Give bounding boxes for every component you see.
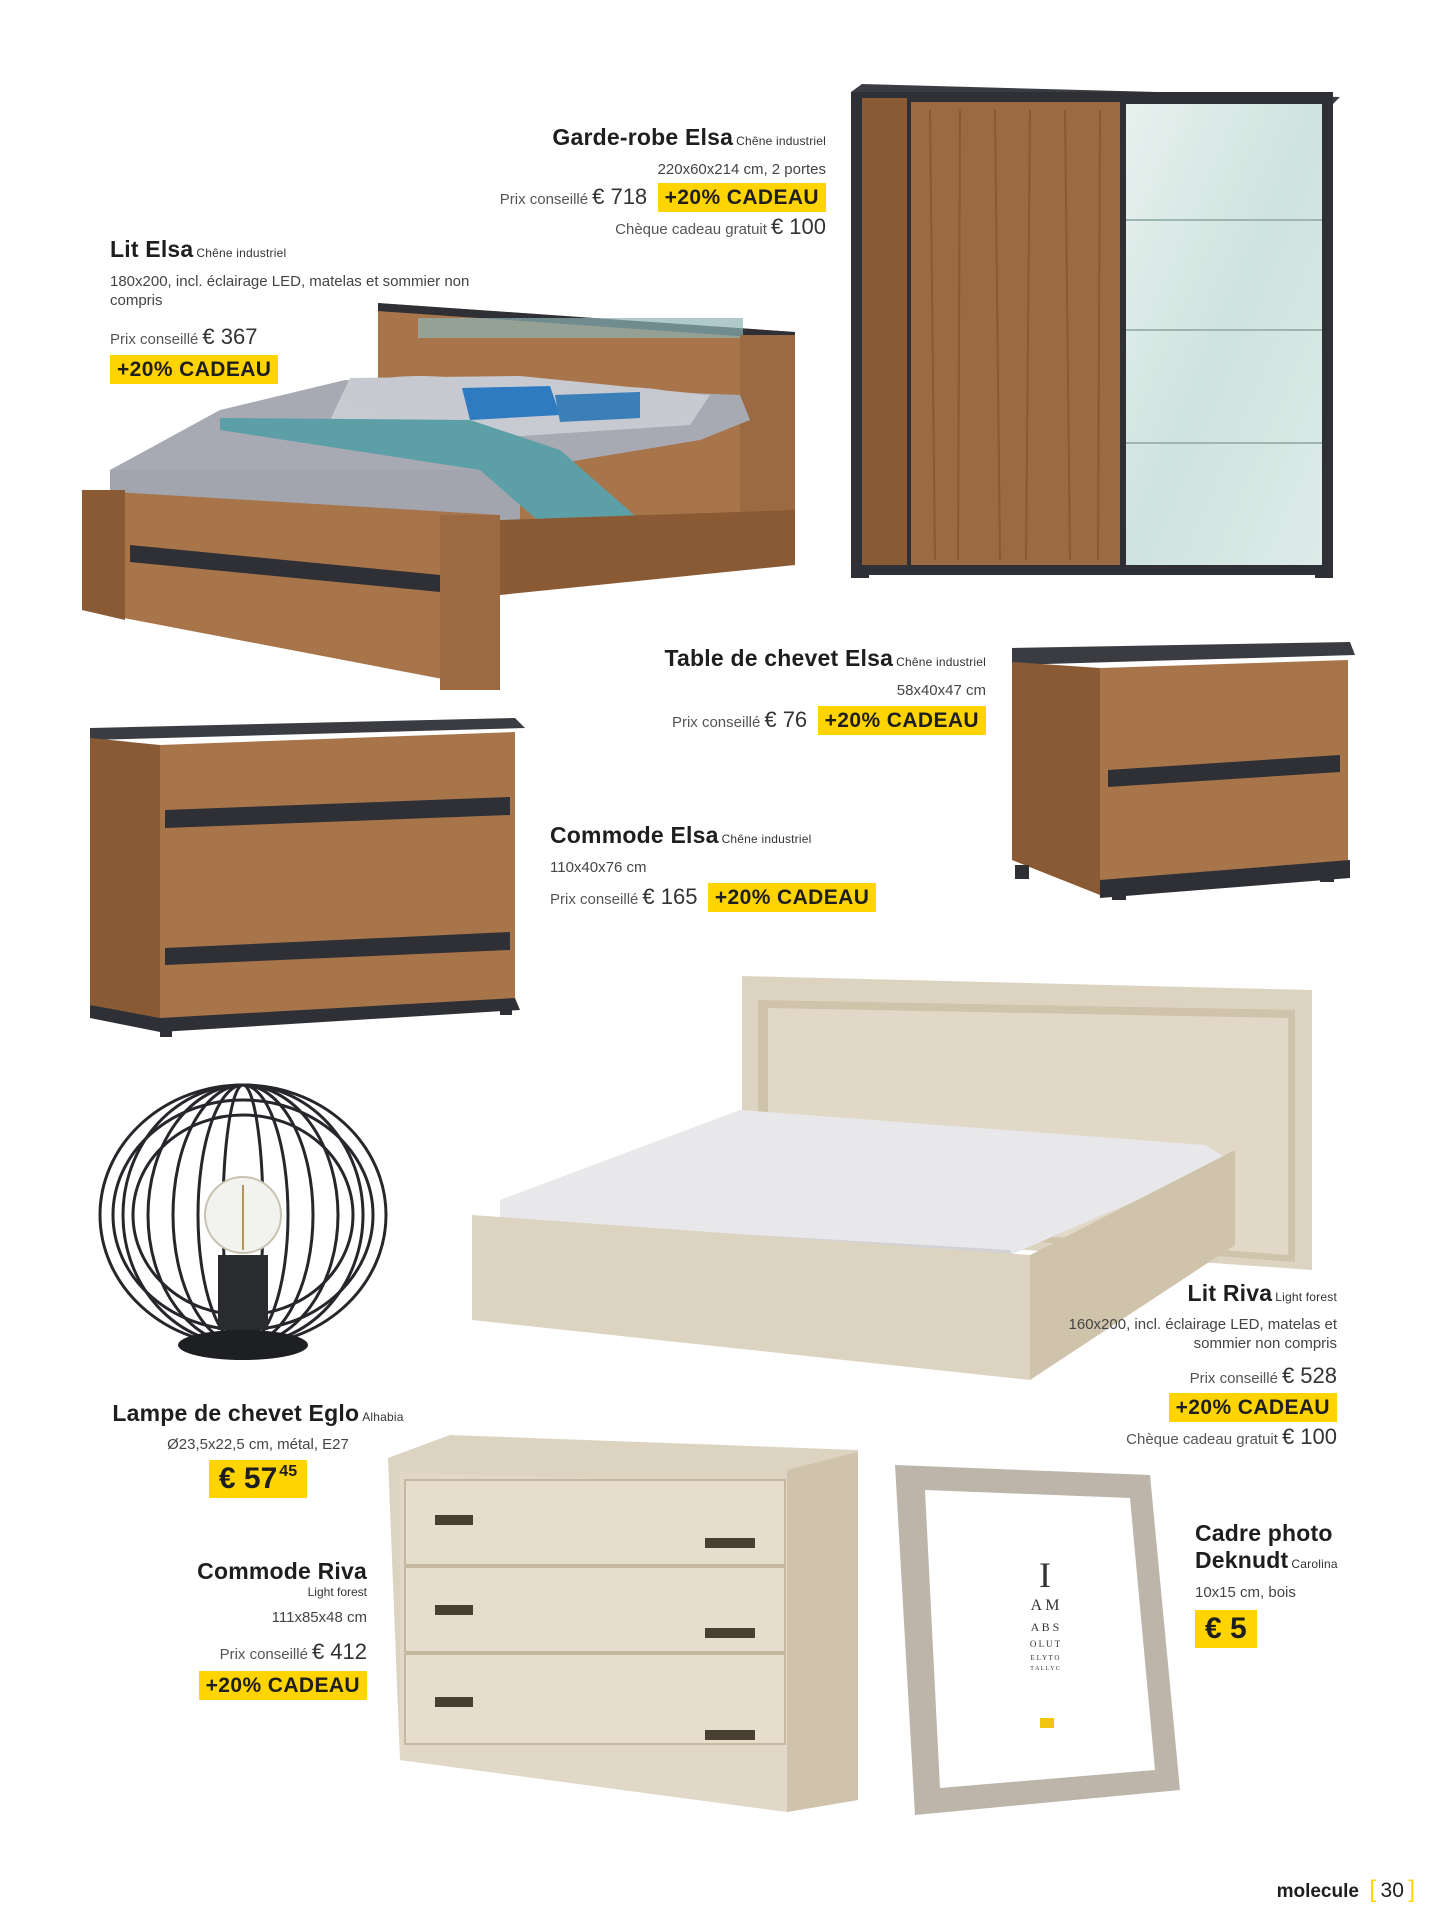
voucher-value: € 100 [1281,1424,1337,1449]
price-label: Prix conseillé [219,1646,308,1663]
bracket-right: ] [1408,1876,1415,1903]
price-cents: 45 [279,1463,298,1480]
lampe-name: Lampe de chevet Eglo [112,1400,360,1426]
commode-elsa-badge: +20% CADEAU [708,883,876,912]
page-footer [1277,1876,1415,1904]
garderobe-price [499,184,648,209]
poster-line: I [1039,1555,1051,1595]
cadre-name-line2: Deknudt [1195,1547,1289,1573]
poster-line: A M [1030,1597,1060,1614]
cadre-title-line2 [1195,1547,1338,1574]
commode-elsa-price-row [550,883,876,912]
lit-riva-finish: Light forest [1275,1290,1337,1304]
price-value: € 76 [764,707,808,732]
cadre-name-line1: Cadre photo [1195,1520,1333,1546]
cadre-finish: Carolina [1291,1557,1338,1571]
lit-riva-voucher [1069,1424,1337,1450]
lit-elsa-price [110,324,530,350]
garderobe-price-row [500,183,826,212]
price-value: € 165 [642,884,698,909]
garderobe-title [500,124,826,151]
description-line: sommier non compris [1193,1335,1337,1352]
garderobe-dimensions: 220x60x214 cm, 2 portes [657,161,826,178]
chevet-elsa-finish: Chêne industriel [896,655,986,669]
poster-line: T A L L Y C [1030,1666,1060,1672]
chevet-elsa-price-row [665,706,987,735]
lit-riva-info [1069,1280,1337,1450]
price-label: Prix conseillé [1189,1370,1278,1387]
lit-riva-badge: +20% CADEAU [1169,1393,1337,1422]
chevet-elsa-dimensions: 58x40x47 cm [896,682,986,699]
lit-elsa-name: Lit Elsa [110,236,194,262]
lit-riva-name: Lit Riva [1187,1280,1273,1306]
commode-riva-info [197,1558,367,1700]
chevet-elsa-info [665,645,987,735]
cadre-dimensions: 10x15 cm, bois [1195,1584,1296,1601]
lampe-price [209,1460,307,1498]
garderobe-name: Garde-robe Elsa [552,124,734,150]
price-label: Prix conseillé [550,891,639,908]
price-main: € 57 [218,1462,278,1495]
poster-line: E L Y T O [1030,1654,1060,1662]
commode-riva-name: Commode Riva [197,1558,367,1584]
garderobe-info [500,124,826,240]
garderobe-finish: Chêne industriel [736,134,826,148]
cadre-info [1195,1520,1338,1648]
poster-line: A B S [1030,1620,1060,1634]
price-value: € 412 [311,1639,367,1664]
voucher-value: € 100 [770,214,826,239]
commode-elsa-info [550,822,876,912]
cadre-price: € 5 [1195,1610,1257,1648]
footer-brand: molecule [1276,1881,1359,1902]
commode-elsa-finish: Chêne industriel [721,832,812,846]
lit-elsa-badge: +20% CADEAU [110,355,278,384]
commode-elsa-dimensions: 110x40x76 cm [550,859,647,876]
lampe-dimensions: Ø23,5x22,5 cm, métal, E27 [167,1436,349,1453]
commode-elsa-title [550,822,876,849]
voucher-label: Chèque cadeau gratuit [1126,1431,1278,1448]
commode-riva-finish: Light forest [307,1585,367,1599]
lampe-title [93,1400,423,1427]
lit-riva-description [1069,1315,1337,1353]
price-label: Prix conseillé [110,331,199,348]
price-label: Prix conseillé [671,714,761,731]
commode-riva-price [197,1639,367,1665]
price-label: Prix conseillé [499,191,589,208]
lampe-finish: Alhabia [362,1410,404,1424]
lampe-info [93,1400,423,1498]
page-number: 30 [1380,1879,1404,1902]
bracket-left: [ [1369,1876,1377,1903]
chevet-elsa-badge: +20% CADEAU [818,706,986,735]
price-value: € 528 [1281,1363,1337,1388]
lit-riva-title [1069,1280,1337,1307]
commode-riva-badge: +20% CADEAU [199,1671,367,1700]
commode-elsa-name: Commode Elsa [550,822,719,848]
garderobe-voucher [500,214,826,240]
price-value: € 367 [202,324,258,349]
poster-line: O L U T [1029,1639,1061,1649]
lit-elsa-description: 180x200, incl. éclairage LED, matelas et sommier non compris [110,273,470,309]
description-line: 160x200, incl. éclairage LED, matelas et [1068,1316,1337,1333]
lit-riva-price [1069,1363,1337,1389]
price-value: € 718 [592,184,648,209]
commode-elsa-price [550,884,698,909]
commode-riva-dimensions: 111x85x48 cm [271,1609,367,1626]
chevet-elsa-name: Table de chevet Elsa [664,645,894,671]
garderobe-badge: +20% CADEAU [658,183,826,212]
lit-elsa-info [110,236,530,384]
chevet-elsa-title [665,645,987,672]
voucher-label: Chèque cadeau gratuit [615,221,767,238]
lit-elsa-finish: Chêne industriel [196,246,287,260]
chevet-elsa-price [671,707,808,732]
frame-poster [990,1555,1100,1674]
lit-elsa-title [110,236,530,263]
